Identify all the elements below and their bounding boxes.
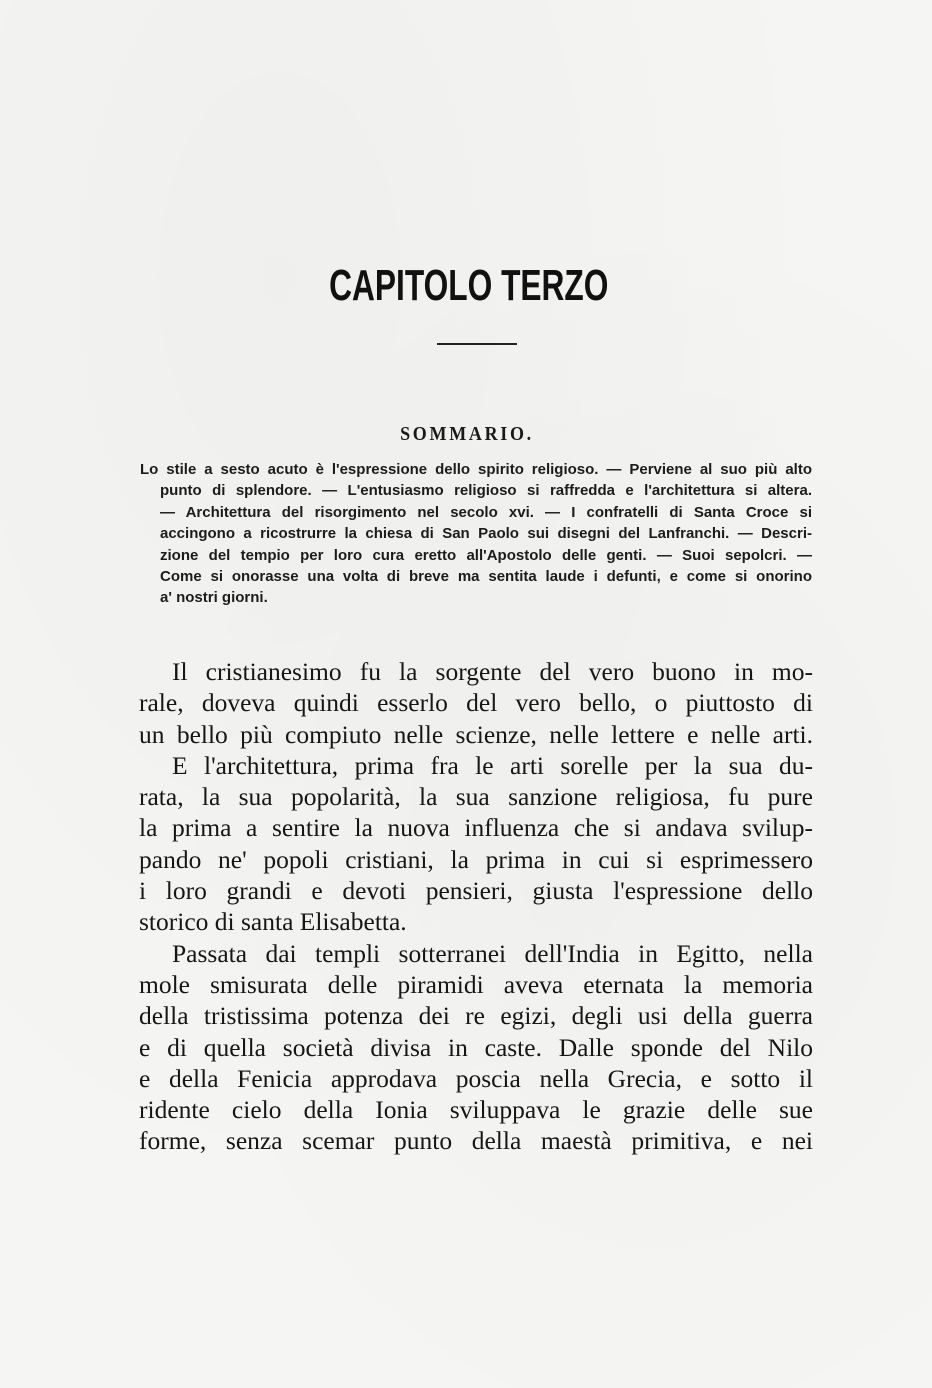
summary-text [140, 459, 812, 609]
summary-line: a' nostri giorni. [160, 589, 268, 607]
summary-heading: SOMMARIO. [400, 423, 534, 445]
paragraph-2-line: i loro grandi e devoti pensieri, giusta l'espressione dello [139, 876, 813, 906]
paragraph-3-line: Passata dai templi sotterranei dell'India in Egitto, nella [172, 938, 813, 968]
paragraph-1-line: rale, doveva quindi esserlo del vero bello, o piuttosto di [139, 688, 813, 718]
paragraph-1-line: un bello più compiuto nelle scienze, nelle lettere e nelle arti. [139, 719, 813, 749]
paragraph-1-line: Il cristianesimo fu la sorgente del vero buono in mo- [172, 657, 813, 686]
chapter-title: CAPITOLO TERZO [329, 261, 609, 310]
body-text [139, 656, 813, 1157]
summary-line: punto di splendore. — L'entusiasmo religioso si raffredda e l'architettura si altera. [160, 482, 812, 500]
title-divider [437, 343, 517, 345]
summary-line: Lo stile a sesto acuto è l'espressione dello spirito religioso. — Perviene al suo più alto [140, 461, 812, 478]
paragraph-3-line: e della Fenicia approdava poscia nella Grecia, e sotto il [139, 1063, 813, 1093]
summary-line: Come si onorasse una volta di breve ma sentita laude i defunti, e come si onorino [160, 568, 812, 586]
paragraph-3-line: forme, senza scemar punto della maestà primitiva, e nei [139, 1126, 813, 1156]
paragraph-2-line: rata, la sua popolarità, la sua sanzione religiosa, fu pure [139, 782, 813, 812]
paragraph-3-line: ridente cielo della Ionia sviluppava le grazie delle sue [139, 1095, 813, 1125]
summary-line: accingono a ricostrurre la chiesa di San Paolo sui disegni del Lanfranchi. — Descri- [160, 525, 812, 543]
paragraph-3-line: e di quella società divisa in caste. Dalle sponde del Nilo [139, 1032, 813, 1062]
summary-line: — Architettura del risorgimento nel secolo xvi. — I confratelli di Santa Croce si [160, 503, 812, 521]
summary-line: zione del tempio per loro cura eretto all'Apostolo delle genti. — Suoi sepolcri. — [160, 546, 812, 564]
paragraph-2-line: pando ne' popoli cristiani, la prima in cui si esprimessero [139, 844, 813, 874]
paragraph-2-line: la prima a sentire la nuova influenza che si andava svilup- [139, 813, 813, 843]
paragraph-3-line: della tristissima potenza dei re egizi, degli usi della guerra [139, 1001, 813, 1031]
paragraph-2-line: E l'architettura, prima fra le arti sorelle per la sua du- [172, 750, 813, 780]
paragraph-2-line: storico di santa Elisabetta. [139, 907, 407, 937]
paragraph-3-line: mole smisurata delle piramidi aveva eternata la memoria [139, 969, 813, 999]
